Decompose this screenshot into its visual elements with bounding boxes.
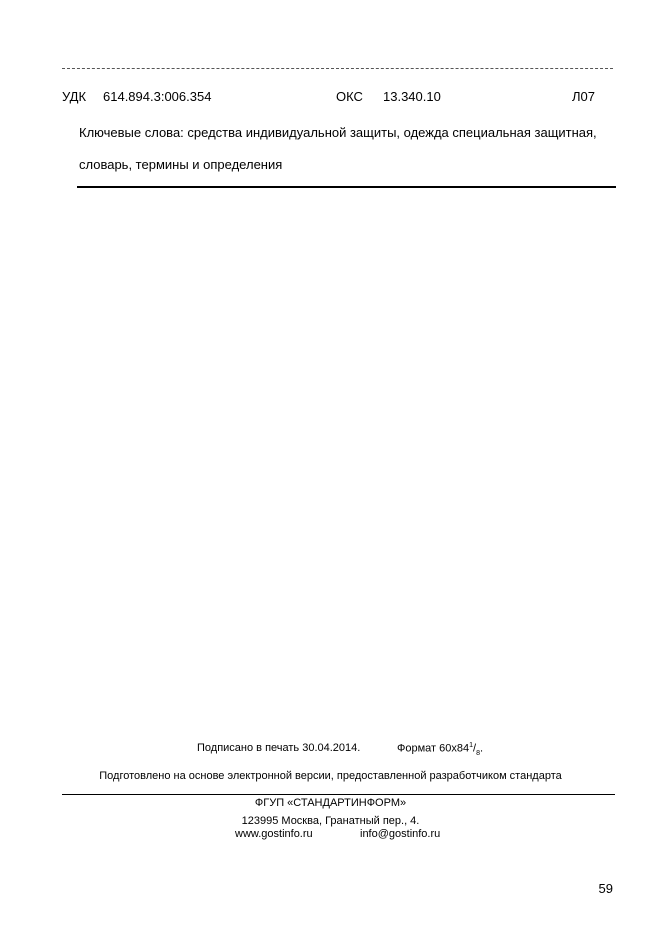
signed-date: Подписано в печать 30.04.2014. (197, 742, 361, 754)
oks-label: ОКС (336, 89, 363, 104)
keywords-divider (77, 186, 616, 188)
print-format: Формат $60x84^1/_8$. (397, 742, 484, 757)
email-link[interactable]: info@gostinfo.ru (360, 828, 441, 840)
website-link[interactable]: www.gostinfo.ru (235, 828, 313, 840)
udk-label: УДК (62, 89, 87, 104)
keywords-line-2: словарь, термины и определения (79, 157, 283, 172)
imprint-divider (62, 794, 615, 795)
page-number: 59 (598, 881, 613, 896)
oks-value: 13.340.10 (383, 89, 441, 104)
group-code: Л07 (572, 89, 595, 104)
top-divider (62, 68, 613, 69)
udk-value: 614.894.3:006.354 (103, 89, 212, 104)
publisher-address: 123995 Москва, Гранатный пер., 4. (241, 815, 420, 827)
prepared-note: Подготовлено на основе электронной версии, предоставленной разработчиком стандарта (99, 770, 562, 782)
keywords-line-1: Ключевые слова: средства индивидуальной защиты, одежда специальная защитная, (79, 125, 597, 140)
publisher-name: ФГУП «СТАНДАРТИНФОРМ» (254, 797, 407, 809)
